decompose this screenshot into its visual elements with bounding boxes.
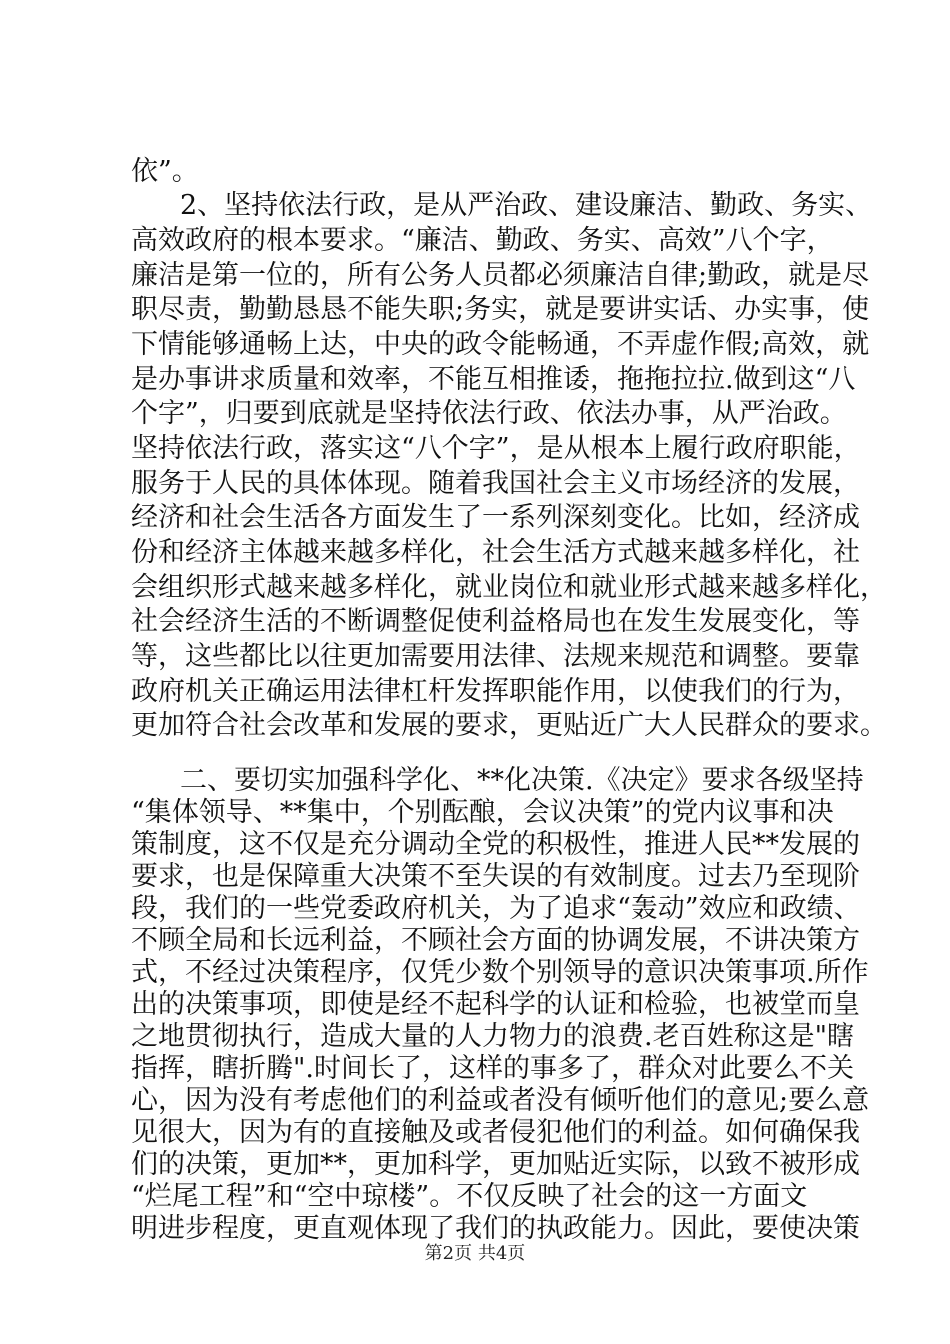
text-line: 式，不经过决策程序，仅凭少数个别领导的意识决策事项.所作 <box>131 957 869 988</box>
text-line: 依”。 <box>131 156 199 187</box>
text-line: 下情能够通畅上达，中央的政令能畅通，不弄虚作假;高效，就 <box>131 329 870 360</box>
text-line: 服务于人民的具体体现。随着我国社会主义市场经济的发展， <box>131 468 860 499</box>
text-line: 不顾全局和长远利益，不顾社会方面的协调发展，不讲决策方 <box>131 925 860 956</box>
text-line: “集体领导、**集中，个别酝酿，会议决策”的党内议事和决 <box>131 797 834 828</box>
text-line: 个字”，归要到底就是坚持依法行政、依法办事，从严治政。 <box>131 398 847 429</box>
text-line: 经济和社会生活各方面发生了一系列深刻变化。比如，经济成 <box>131 502 860 533</box>
text-line: 职尽责，勤勤恳恳不能失职;务实，就是要讲实话、办实事，使 <box>131 294 870 325</box>
text-line: 二、要切实加强科学化、**化决策.《决定》要求各级坚持 <box>180 765 864 796</box>
text-line: 心，因为没有考虑他们的利益或者没有倾听他们的意见;要么意 <box>131 1085 870 1116</box>
text-line: 见很大，因为有的直接触及或者侵犯他们的利益。如何确保我 <box>131 1117 860 1148</box>
text-line: “烂尾工程”和“空中琼楼”。不仅反映了社会的这一方面文 <box>131 1181 808 1212</box>
text-line: 廉洁是第一位的，所有公务人员都必须廉洁自律;勤政，就是尽 <box>131 260 870 291</box>
text-line: 坚持依法行政，落实这“八个字”，是从根本上履行政府职能， <box>131 433 861 464</box>
text-line: 们的决策，更加**，更加科学，更加贴近实际，以致不被形成 <box>131 1149 860 1180</box>
text-line: 政府机关正确运用法律杠杆发挥职能作用，以使我们的行为， <box>131 676 860 707</box>
text-line: 高效政府的根本要求。“廉洁、勤政、务实、高效”八个字， <box>131 225 834 256</box>
text-line: 等，这些都比以往更加需要用法律、法规来规范和调整。要靠 <box>131 641 860 672</box>
text-line: 2、坚持依法行政，是从严治政、建设廉洁、勤政、务实、 <box>180 190 873 221</box>
text-line: 之地贯彻执行，造成大量的人力物力的浪费.老百姓称这是"瞎 <box>131 1021 855 1052</box>
text-line: 策制度，这不仅是充分调动全党的积极性，推进人民**发展的 <box>131 829 860 860</box>
text-line: 更加符合社会改革和发展的要求，更贴近广大人民群众的要求。 <box>131 710 887 741</box>
text-line: 明进步程度，更直观体现了我们的执政能力。因此，要使决策 <box>131 1213 860 1244</box>
text-line: 是办事讲求质量和效率，不能互相推诿，拖拖拉拉.做到这“八 <box>131 364 856 395</box>
text-line: 出的决策事项，即使是经不起科学的认证和检验，也被堂而皇 <box>131 989 860 1020</box>
text-line: 会组织形式越来越多样化，就业岗位和就业形式越来越多样化， <box>131 572 887 603</box>
text-line: 份和经济主体越来越多样化，社会生活方式越来越多样化，社 <box>131 537 860 568</box>
text-line: 指挥，瞎折腾".时间长了，这样的事多了，群众对此要么不关 <box>131 1053 855 1084</box>
text-line: 段，我们的一些党委政府机关，为了追求“轰动”效应和政绩、 <box>131 893 861 924</box>
text-line: 要求，也是保障重大决策不至失误的有效制度。过去乃至现阶 <box>131 861 860 892</box>
page-footer: 第2页 共4页 <box>424 1243 526 1264</box>
text-line: 社会经济生活的不断调整促使利益格局也在发生发展变化，等 <box>131 606 860 637</box>
